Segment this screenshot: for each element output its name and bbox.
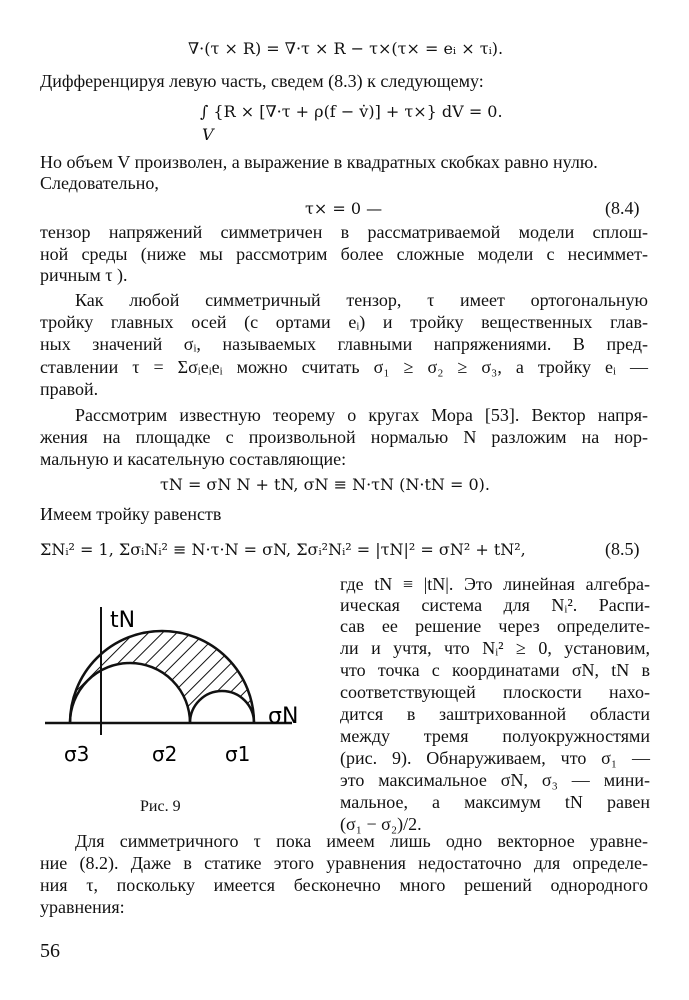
text-line: тройку главных осей (с ортами eᵢ) и тройку вещественных глав- bbox=[40, 312, 648, 332]
text-line: ли и учтя, что Nᵢ² ≥ 0, установим, bbox=[340, 638, 650, 658]
figure-caption-text: Рис. 9 bbox=[140, 798, 181, 815]
equation-number-8-4: (8.4) bbox=[605, 198, 640, 218]
text-line: ние (8.2). Даже в статике этого уравнения недостаточно для определе- bbox=[40, 853, 648, 873]
text-line: (рис. 9). Обнаруживаем, что σ₁ — bbox=[340, 748, 650, 768]
text-line: ическая система для Nᵢ². Распи- bbox=[340, 595, 650, 615]
text-line: ной среды (ниже мы рассмотрим более сложные модели с несиммет- bbox=[40, 244, 648, 264]
text-line: это максимальное σN, σ₃ — мини- bbox=[340, 770, 650, 790]
text-line: ния τ, поскольку имеется бесконечно много решений однородного bbox=[40, 875, 648, 895]
text-line: мальное, а максимум tN равен bbox=[340, 792, 650, 812]
text-line: сав ее решение через определите- bbox=[340, 616, 650, 636]
text-line: где tN ≡ |tN|. Это линейная алгебра- bbox=[340, 574, 650, 594]
text-line: уравнения: bbox=[40, 897, 125, 917]
sigma1-label: σ1 bbox=[225, 742, 251, 766]
equation-number-8-5: (8.5) bbox=[605, 539, 640, 559]
text-line: Следовательно, bbox=[40, 173, 159, 193]
text-line: ричным τ ). bbox=[40, 265, 128, 285]
text-line: дится в заштрихованной области bbox=[340, 704, 650, 724]
text-line: между тремя полуокружностями bbox=[340, 726, 650, 746]
text-line: Как любой симметричный тензор, τ имеет ортогональную bbox=[75, 290, 648, 310]
equation-8-4: τ× = 0 — bbox=[305, 199, 383, 218]
equation-integral: ∫ {R × [∇·τ + ρ(f − v̇)] + τ×} dV = 0. bbox=[200, 102, 503, 121]
text-line: мальную и касательную составляющие: bbox=[40, 449, 347, 469]
text-line: Имеем тройку равенств bbox=[40, 504, 222, 524]
text-line: ставлении τ = Σσᵢeᵢeᵢ можно считать σ₁ ≥ σ₂ ≥ σ₃, а тройку eᵢ — bbox=[40, 357, 648, 377]
equation-curl-identity: ∇·(τ × R) = ∇·τ × R − τ×(τ× = eᵢ × τᵢ). bbox=[188, 39, 504, 58]
text-line: соответствующей плоскости нахо- bbox=[340, 682, 650, 702]
equation-traction: τN = σN N + tN, σN ≡ N·τN (N·tN = 0). bbox=[160, 475, 490, 494]
equation-8-5: ΣNᵢ² = 1, ΣσᵢNᵢ² ≡ N·τ·N = σN, Σσᵢ²Nᵢ² = |τN|² = σN² + tN², bbox=[40, 540, 526, 559]
hatched-region bbox=[70, 631, 254, 723]
text-line: правой. bbox=[40, 379, 99, 399]
text-line: тензор напряжений симметричен в рассматриваемой модели сплош- bbox=[40, 222, 648, 242]
sigma2-label: σ2 bbox=[152, 742, 178, 766]
text-line: Но объем V произволен, а выражение в квадратных скобках равно нулю. bbox=[40, 152, 598, 172]
text-line: (σ₁ − σ₂)/2. bbox=[340, 814, 422, 834]
text-line: Для симметричного τ пока имеем лишь одно векторное уравне- bbox=[75, 831, 648, 851]
text-line: жения на площадке с произвольной нормалью N разложим на нор- bbox=[40, 427, 648, 447]
page-number: 56 bbox=[40, 940, 60, 962]
t-axis-label: tN bbox=[110, 608, 136, 633]
text-line: Рассмотрим известную теорему о кругах Мора [53]. Вектор напря- bbox=[75, 405, 648, 425]
integral-subscript: V bbox=[202, 125, 214, 144]
sigma3-label: σ3 bbox=[64, 742, 90, 766]
mohr-circles-figure bbox=[40, 585, 325, 795]
text-line: Дифференцируя левую часть, сведем (8.3) к следующему: bbox=[40, 71, 484, 91]
text-line: что точка с координатами σN, tN в bbox=[340, 660, 650, 680]
sigma-axis-label: σN bbox=[268, 704, 299, 729]
text-line: ных значений σᵢ, называемых главными напряжениями. В пред- bbox=[40, 334, 648, 354]
